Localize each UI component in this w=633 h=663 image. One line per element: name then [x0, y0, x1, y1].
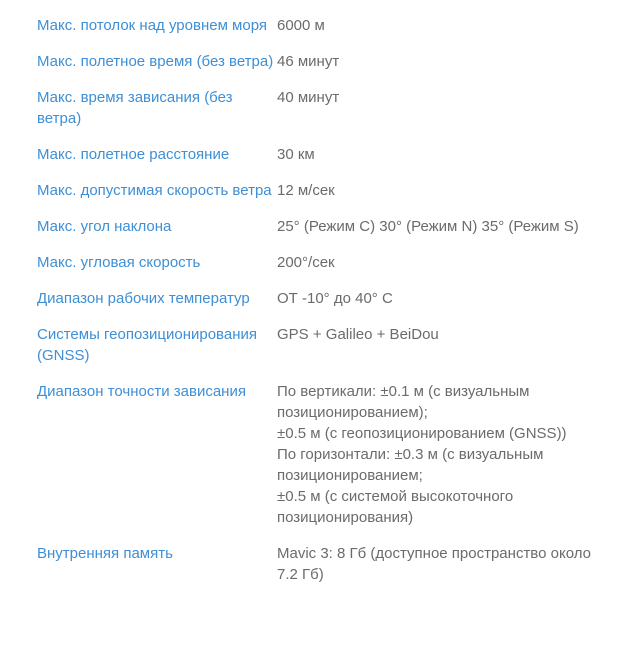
spec-row-hover-accuracy — [0, 381, 633, 543]
spec-row-internal-storage — [0, 543, 633, 600]
spec-row-max-hover-time — [0, 87, 633, 144]
spec-value: 46 минут — [277, 53, 340, 70]
spec-label: Диапазон точности зависания — [37, 383, 246, 400]
spec-value: GPS + Galileo + BeiDou — [277, 326, 439, 343]
spec-value: По вертикали: ±0.1 м (с визуальным позиционированием); ±0.5 м (с геопозиционированием (GNSS)) По горизонтали: ±0.3 м (с визуальным позиционированием; ±0.5 м (с системой высокоточного позиционирования) — [277, 383, 567, 526]
spec-value: 12 м/сек — [277, 182, 335, 199]
spec-label: Макс. допустимая скорость ветра — [37, 182, 272, 199]
spec-value: 6000 м — [277, 17, 325, 34]
spec-row-operating-temperature — [0, 288, 633, 324]
spec-label: Внутренняя память — [37, 545, 173, 562]
spec-row-max-flight-time — [0, 51, 633, 87]
spec-label: Макс. угловая скорость — [37, 254, 201, 271]
spec-row-max-flight-distance — [0, 144, 633, 180]
spec-row-max-wind-speed — [0, 180, 633, 216]
spec-value: 200°/сек — [277, 254, 335, 271]
spec-label: Макс. потолок над уровнем моря — [37, 17, 268, 34]
spec-value: ОТ -10° до 40° С — [277, 290, 393, 307]
spec-label: Диапазон рабочих температур — [37, 290, 250, 307]
spec-row-gnss — [0, 324, 633, 381]
spec-value: 40 минут — [277, 89, 340, 106]
spec-value: 25° (Режим C) 30° (Режим N) 35° (Режим S) — [277, 218, 579, 235]
spec-value: 30 км — [277, 146, 315, 163]
spec-row-max-angular-velocity — [0, 252, 633, 288]
spec-row-max-altitude — [0, 15, 633, 51]
spec-value: Mavic 3: 8 Гб (доступное пространство около 7.2 Гб) — [277, 545, 591, 583]
spec-label: Макс. полетное время (без ветра) — [37, 53, 274, 70]
spec-label: Макс. полетное расстояние — [37, 146, 230, 163]
spec-label: Макс. угол наклона — [37, 218, 172, 235]
spec-row-max-tilt-angle — [0, 216, 633, 252]
spec-label: Системы геопозиционирования (GNSS) — [37, 326, 257, 364]
spec-label: Макс. время зависания (без ветра) — [37, 89, 233, 127]
